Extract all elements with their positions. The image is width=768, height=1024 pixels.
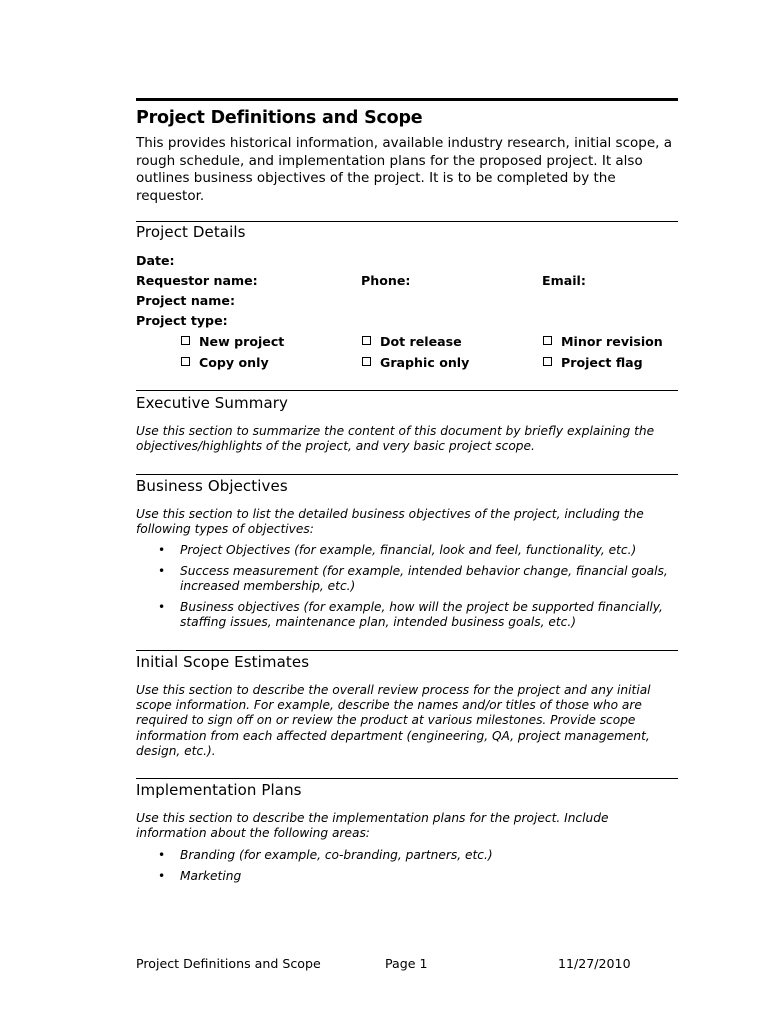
implementation-plans-list [136, 848, 678, 889]
checkbox-icon [181, 357, 190, 366]
footer-date: 11/27/2010 [558, 956, 631, 971]
initial-scope-heading: Initial Scope Estimates [136, 653, 310, 671]
checkbox-new-project[interactable]: New project [181, 334, 284, 349]
phone-label: Phone: [361, 273, 411, 288]
checkbox-project-flag[interactable]: Project flag [543, 355, 643, 370]
footer-title: Project Definitions and Scope [136, 956, 321, 971]
top-rule [136, 98, 678, 101]
section-divider [136, 778, 678, 779]
checkbox-dot-release[interactable]: Dot release [362, 334, 462, 349]
initial-scope-text: Use this section to describe the overall review process for the project and any initial scope information. For example, describe the names and/or titles of those who are required to sign off on or review the product at various milestones. Provide scope information from each affected department (engineering, QA, project management, design, etc.). [136, 683, 651, 758]
checkbox-icon [181, 336, 190, 345]
checkbox-minor-revision[interactable]: Minor revision [543, 334, 663, 349]
checkbox-icon [362, 336, 371, 345]
requestor-label: Requestor name: [136, 273, 258, 288]
section-divider [136, 650, 678, 651]
document-title: Project Definitions and Scope [136, 108, 423, 128]
footer-page-number: Page 1 [385, 956, 428, 971]
date-label: Date: [136, 253, 175, 268]
project-type-label: Project type: [136, 313, 228, 328]
section-divider [136, 390, 678, 391]
checkbox-copy-only[interactable]: Copy only [181, 355, 269, 370]
intro-paragraph: This provides historical information, available industry research, initial scope, a rough schedule, and implementation plans for the proposed project. It also outlines business objectives of the project. It is to be completed by the requestor. [136, 135, 672, 204]
checkbox-icon [362, 357, 371, 366]
list-item: • Marketing [158, 868, 242, 883]
list-item: • Branding (for example, co-branding, partners, etc.) [158, 848, 493, 862]
list-item: • Business objectives (for example, how will the project be supported financially, staffing issues, maintenance plan, intended business goals, etc.) [158, 599, 663, 629]
business-objectives-heading: Business Objectives [136, 477, 288, 495]
checkbox-icon [543, 357, 552, 366]
document-page [136, 0, 678, 1024]
list-item: • Success measurement (for example, intended behavior change, financial goals, increased membership, etc.) [158, 563, 668, 593]
implementation-plans-text: Use this section to describe the implementation plans for the project. Include information about the following areas: [136, 811, 609, 841]
business-objectives-list [136, 543, 678, 636]
checkbox-icon [543, 336, 552, 345]
implementation-plans-heading: Implementation Plans [136, 781, 302, 799]
project-name-label: Project name: [136, 293, 235, 308]
project-details-heading: Project Details [136, 223, 246, 241]
executive-summary-heading: Executive Summary [136, 394, 288, 412]
list-item: • Project Objectives (for example, financial, look and feel, functionality, etc.) [158, 543, 637, 557]
executive-summary-text: Use this section to summarize the content of this document by briefly explaining the objectives/highlights of the project, and very basic project scope. [136, 424, 655, 454]
section-divider [136, 474, 678, 475]
email-label: Email: [542, 273, 586, 288]
section-divider [136, 221, 678, 222]
business-objectives-text: Use this section to list the detailed business objectives of the project, including the following types of objectives: [136, 507, 644, 537]
checkbox-graphic-only[interactable]: Graphic only [362, 355, 469, 370]
